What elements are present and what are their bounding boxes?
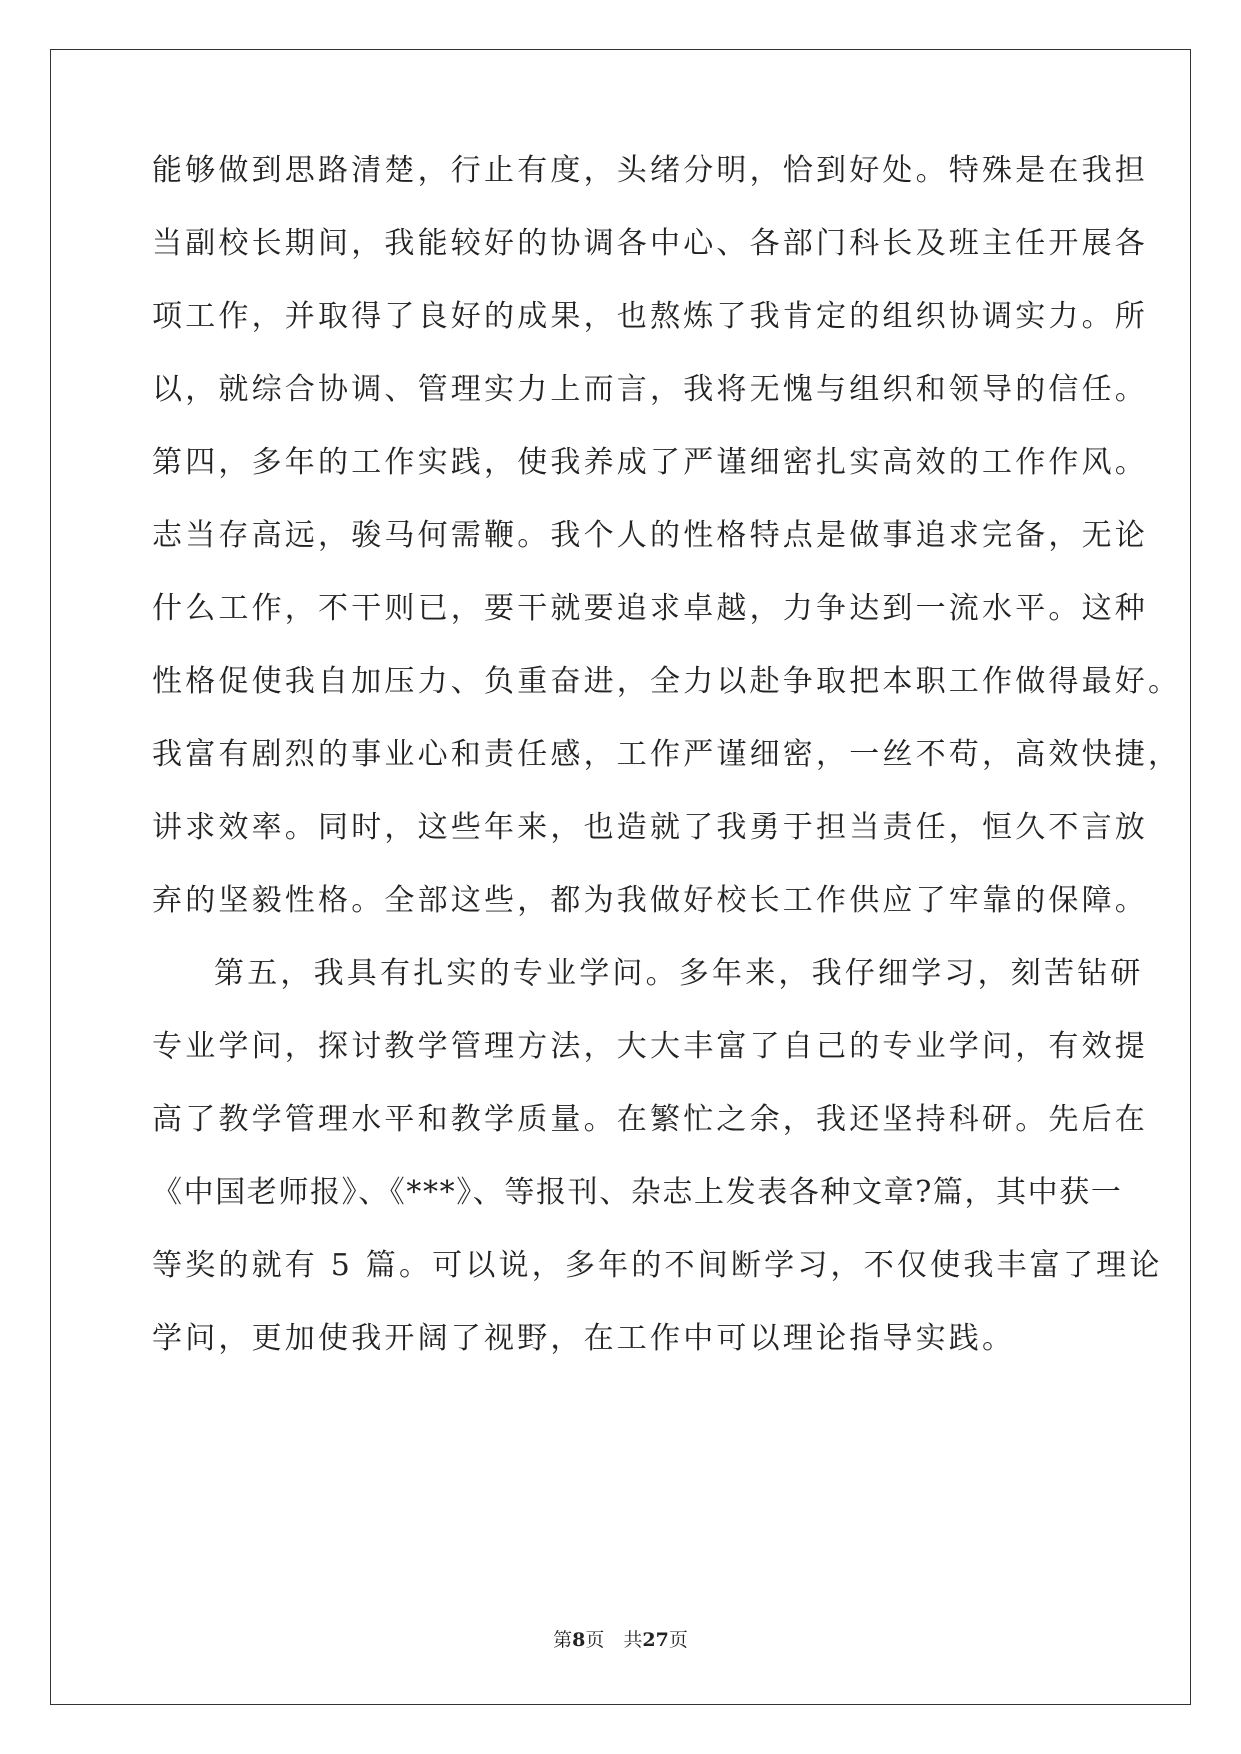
text-line: 第五，我具有扎实的专业学问。多年来，我仔细学习，刻苦钻研	[214, 956, 1144, 991]
page-footer	[0, 1625, 1241, 1652]
text-line: 能够做到思路清楚，行止有度，头绪分明，恰到好处。特殊是在我担	[152, 153, 1148, 188]
text-line: 学问，更加使我开阔了视野，在工作中可以理论指导实践。	[152, 1321, 1016, 1356]
page-number: 8	[572, 1629, 586, 1651]
text-line: 弃的坚毅性格。全部这些，都为我做好校长工作供应了牢靠的保障。	[152, 883, 1148, 918]
text-line: 专业学问，探讨教学管理方法，大大丰富了自己的专业学问，有效提	[152, 1029, 1148, 1064]
total-pages: 27	[642, 1629, 669, 1651]
footer-prefix: 第	[553, 1629, 573, 1651]
text-line: 当副校长期间，我能较好的协调各中心、各部门科长及班主任开展各	[152, 226, 1148, 261]
text-line: 什么工作，不干则已，要干就要追求卓越，力争达到一流水平。这种	[152, 591, 1148, 626]
text-line: 以，就综合协调、管理实力上而言，我将无愧与组织和领导的信任。	[152, 372, 1148, 407]
footer-middle: 页 共	[585, 1629, 643, 1651]
text-line: 第四，多年的工作实践，使我养成了严谨细密扎实高效的工作作风。	[152, 445, 1148, 480]
text-line: 志当存高远，骏马何需鞭。我个人的性格特点是做事追求完备，无论	[152, 518, 1148, 553]
text-line: 性格促使我自加压力、负重奋进，全力以赴争取把本职工作做得最好。	[152, 664, 1182, 699]
text-line: 项工作，并取得了良好的成果，也熬炼了我肯定的组织协调实力。所	[152, 299, 1148, 334]
text-line: 讲求效率。同时，这些年来，也造就了我勇于担当责任，恒久不言放	[152, 810, 1148, 845]
text-line: 《中国老师报》、《***》、等报刊、杂志上发表各种文章?篇，其中获一	[152, 1175, 1123, 1210]
footer-suffix: 页	[668, 1629, 688, 1651]
text-line: 高了教学管理水平和教学质量。在繁忙之余，我还坚持科研。先后在	[152, 1102, 1148, 1137]
text-line: 等奖的就有 5 篇。可以说，多年的不间断学习，不仅使我丰富了理论	[152, 1248, 1163, 1283]
text-line: 我富有剧烈的事业心和责任感，工作严谨细密，一丝不苟，高效快捷，	[152, 737, 1182, 772]
